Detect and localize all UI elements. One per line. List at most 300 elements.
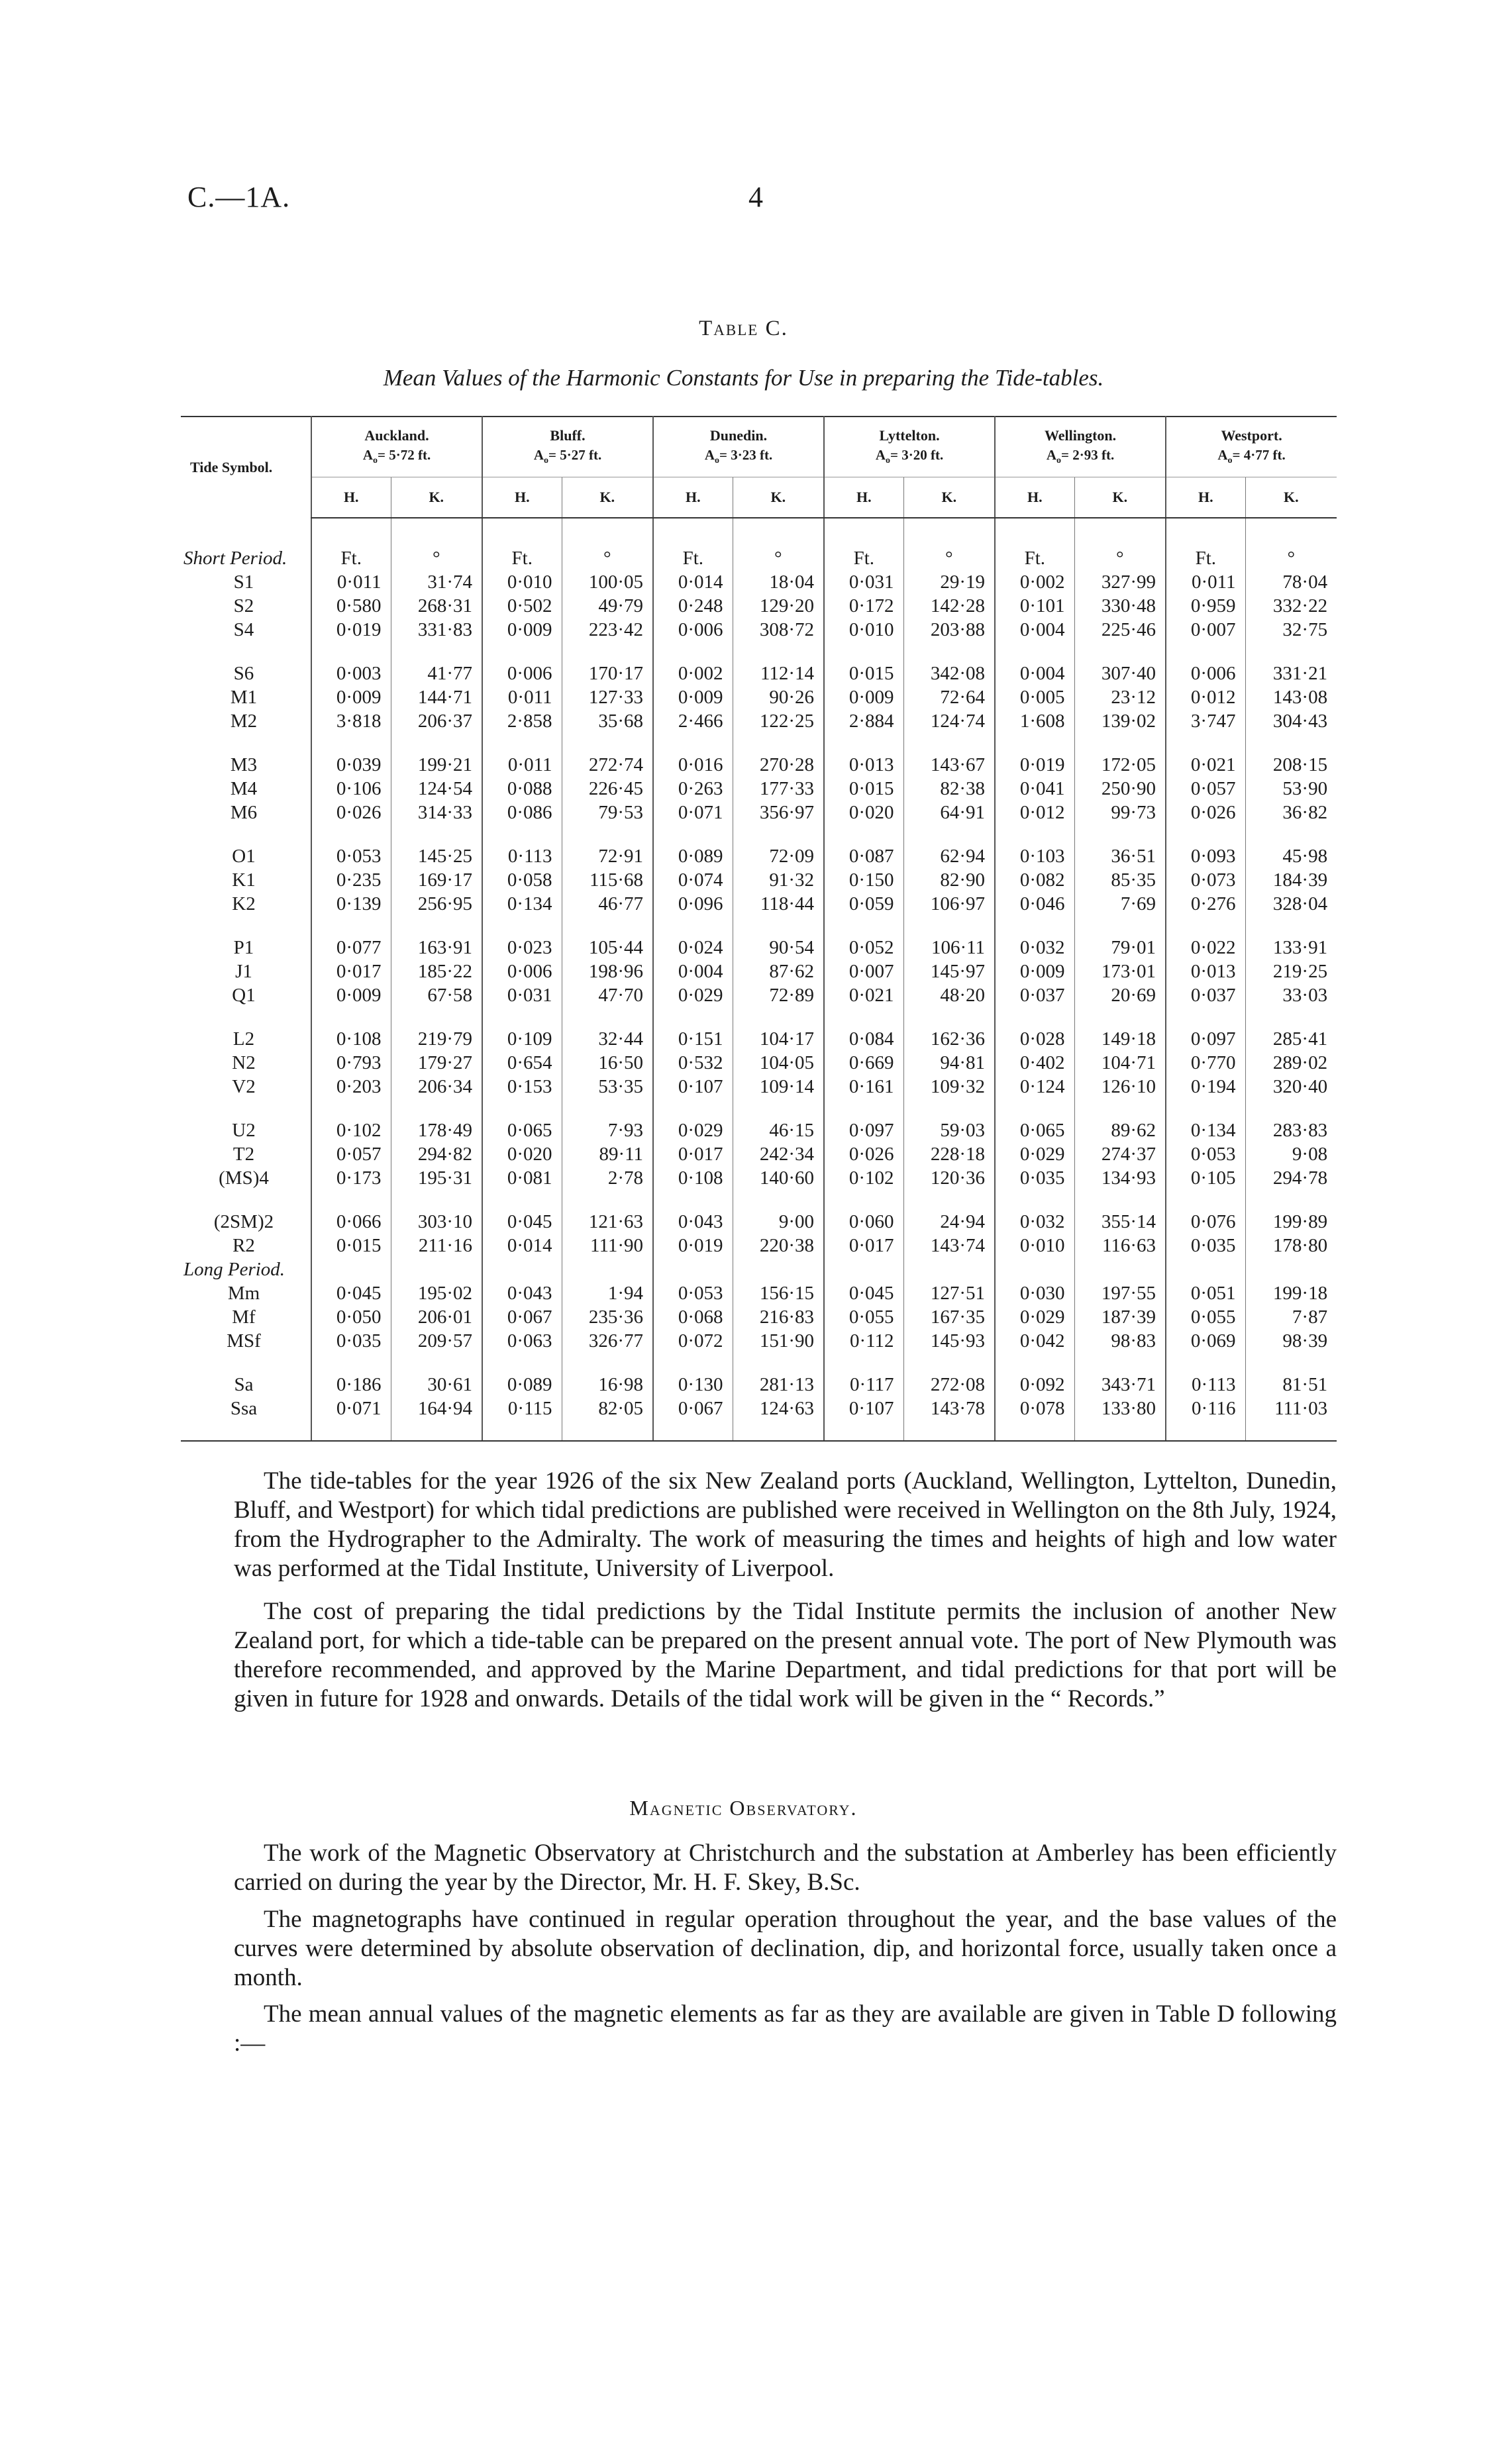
tide-symbol: P1 <box>233 937 254 958</box>
phase-cell: 45·98 <box>1245 844 1337 868</box>
amplitude-cell: 0·116 <box>1166 1397 1245 1420</box>
page-number: 4 <box>748 181 763 213</box>
phase-cell: 49·79 <box>562 594 653 618</box>
phase-cell: 106·11 <box>903 936 995 960</box>
amplitude-cell: 0·153 <box>482 1075 562 1099</box>
amplitude-cell: 0·011 <box>482 685 562 709</box>
station-name: Bluff. <box>550 427 586 444</box>
phase-cell: 178·49 <box>391 1118 482 1142</box>
tide-symbol: Mm <box>227 1283 260 1304</box>
amplitude-cell: 0·151 <box>653 1027 733 1051</box>
phase-cell: 145·93 <box>903 1329 995 1353</box>
phase-cell: 67·58 <box>391 983 482 1007</box>
tide-symbol: Mf <box>232 1306 256 1328</box>
phase-cell: 133·91 <box>1245 936 1337 960</box>
k-column-header: K. <box>1245 477 1337 518</box>
amplitude-cell: 0·011 <box>311 570 391 594</box>
table-row <box>181 618 1337 642</box>
station-header <box>653 417 824 477</box>
amplitude-cell: 0·065 <box>482 1118 562 1142</box>
amplitude-cell: 0·109 <box>482 1027 562 1051</box>
phase-cell: 122·25 <box>733 709 824 733</box>
station-name: Auckland. <box>364 427 429 444</box>
phase-cell: 145·25 <box>391 844 482 868</box>
amplitude-cell: 0·009 <box>482 618 562 642</box>
table-body <box>181 518 1337 1441</box>
phase-cell: 72·89 <box>733 983 824 1007</box>
paragraph-magnetographs: The magnetographs have continued in regular operation throughout the year, and the base values of the curves were determined by absolute observation of declination, dip, and horizontal force, usually taken once a month. <box>234 1906 1337 1991</box>
station-mean-level: $A_o= 2\cdot 93$ ft. <box>1046 447 1115 466</box>
table-row <box>181 983 1337 1007</box>
k-column-header: K. <box>733 477 824 518</box>
amplitude-cell: 0·103 <box>995 844 1074 868</box>
amplitude-cell: 0·203 <box>311 1075 391 1099</box>
amplitude-cell: 0·092 <box>995 1373 1074 1397</box>
amplitude-cell: 0·058 <box>482 868 562 892</box>
amplitude-cell: 0·015 <box>824 777 903 801</box>
amplitude-cell: 0·087 <box>824 844 903 868</box>
phase-cell: 184·39 <box>1245 868 1337 892</box>
station-header <box>482 417 653 477</box>
amplitude-cell: 0·071 <box>311 1397 391 1420</box>
amplitude-cell: 0·263 <box>653 777 733 801</box>
amplitude-cell: 0·057 <box>311 1142 391 1166</box>
tide-symbol: S1 <box>233 571 254 593</box>
phase-cell: 330·48 <box>1074 594 1166 618</box>
amplitude-cell: 0·051 <box>1166 1281 1245 1305</box>
phase-cell: 81·51 <box>1245 1373 1337 1397</box>
phase-cell: 326·77 <box>562 1329 653 1353</box>
section-heading-magnetic-observatory: Magnetic Observatory. <box>629 1796 858 1820</box>
amplitude-cell: 0·071 <box>653 801 733 824</box>
amplitude-cell: 0·053 <box>653 1281 733 1305</box>
amplitude-cell: 3·747 <box>1166 709 1245 733</box>
k-column-header: K. <box>1074 477 1166 518</box>
phase-cell: 18·04 <box>733 570 824 594</box>
phase-cell: 72·91 <box>562 844 653 868</box>
phase-cell: 1·94 <box>562 1281 653 1305</box>
amplitude-cell: 0·010 <box>995 1234 1074 1257</box>
amplitude-cell: 0·161 <box>824 1075 903 1099</box>
table-row <box>181 777 1337 801</box>
amplitude-cell: 0·019 <box>311 618 391 642</box>
tide-symbol: Q1 <box>232 985 256 1006</box>
phase-cell: 283·83 <box>1245 1118 1337 1142</box>
phase-cell: 98·39 <box>1245 1329 1337 1353</box>
amplitude-cell: 0·030 <box>995 1281 1074 1305</box>
phase-cell: 23·12 <box>1074 685 1166 709</box>
phase-cell: 225·46 <box>1074 618 1166 642</box>
phase-cell: 116·63 <box>1074 1234 1166 1257</box>
phase-cell: 172·05 <box>1074 753 1166 777</box>
phase-cell: 82·38 <box>903 777 995 801</box>
amplitude-cell: 0·020 <box>824 801 903 824</box>
phase-cell: 104·71 <box>1074 1051 1166 1075</box>
amplitude-cell: 0·017 <box>311 960 391 983</box>
table-row <box>181 1281 1337 1305</box>
tide-symbol: U2 <box>232 1120 256 1141</box>
phase-cell: 343·71 <box>1074 1373 1166 1397</box>
amplitude-cell: 0·032 <box>995 1210 1074 1234</box>
phase-cell: 24·94 <box>903 1210 995 1234</box>
amplitude-cell: 0·013 <box>824 753 903 777</box>
amplitude-cell: 0·076 <box>1166 1210 1245 1234</box>
unit-feet: Ft. <box>482 546 562 570</box>
table-row <box>181 1234 1337 1257</box>
amplitude-cell: 0·055 <box>824 1305 903 1329</box>
amplitude-cell: 0·063 <box>482 1329 562 1353</box>
amplitude-cell: 0·023 <box>482 936 562 960</box>
amplitude-cell: 0·007 <box>824 960 903 983</box>
amplitude-cell: 0·010 <box>482 570 562 594</box>
phase-cell: 85·35 <box>1074 868 1166 892</box>
phase-cell: 185·22 <box>391 960 482 983</box>
tide-symbol: M1 <box>230 687 258 708</box>
station-mean-level: $A_o= 5\cdot 72$ ft. <box>362 447 431 466</box>
amplitude-cell: 0·046 <box>995 892 1074 916</box>
amplitude-cell: 0·004 <box>995 618 1074 642</box>
amplitude-cell: 0·134 <box>1166 1118 1245 1142</box>
amplitude-cell: 0·053 <box>1166 1142 1245 1166</box>
amplitude-cell: 0·029 <box>995 1142 1074 1166</box>
amplitude-cell: 0·017 <box>653 1142 733 1166</box>
table-row <box>181 1051 1337 1075</box>
amplitude-cell: 0·014 <box>482 1234 562 1257</box>
phase-cell: 169·17 <box>391 868 482 892</box>
spacer-row <box>181 642 1337 662</box>
amplitude-cell: 0·580 <box>311 594 391 618</box>
phase-cell: 111·03 <box>1245 1397 1337 1420</box>
phase-cell: 32·44 <box>562 1027 653 1051</box>
phase-cell: 143·08 <box>1245 685 1337 709</box>
phase-cell: 268·31 <box>391 594 482 618</box>
phase-cell: 328·04 <box>1245 892 1337 916</box>
station-name: Wellington. <box>1044 427 1117 444</box>
amplitude-cell: 0·107 <box>653 1075 733 1099</box>
phase-cell: 331·21 <box>1245 662 1337 685</box>
phase-cell: 91·32 <box>733 868 824 892</box>
amplitude-cell: 0·026 <box>311 801 391 824</box>
phase-cell: 270·28 <box>733 753 824 777</box>
paragraph-observatory-work: The work of the Magnetic Observatory at Christchurch and the substation at Amberley has been efficiently carried on during the year by the Director, Mr. H. F. Skey, B.Sc. <box>234 1840 1337 1896</box>
tide-symbol: M6 <box>230 802 258 823</box>
station-mean-level: $A_o= 4\cdot 77$ ft. <box>1217 447 1286 466</box>
amplitude-cell: 0·072 <box>653 1329 733 1353</box>
section-row <box>181 1257 1337 1281</box>
phase-cell: 82·90 <box>903 868 995 892</box>
amplitude-cell: 0·084 <box>824 1027 903 1051</box>
phase-cell: 199·89 <box>1245 1210 1337 1234</box>
amplitude-cell: 0·006 <box>482 662 562 685</box>
phase-cell: 30·61 <box>391 1373 482 1397</box>
station-mean-level: $A_o= 3\cdot 20$ ft. <box>875 447 944 466</box>
amplitude-cell: 0·039 <box>311 753 391 777</box>
phase-cell: 82·05 <box>562 1397 653 1420</box>
tide-symbol: L2 <box>232 1028 255 1050</box>
phase-cell: 140·60 <box>733 1166 824 1190</box>
harmonic-constants-table <box>181 416 1337 1442</box>
amplitude-cell: 0·654 <box>482 1051 562 1075</box>
amplitude-cell: 0·026 <box>1166 801 1245 824</box>
unit-degrees: ° <box>903 546 995 570</box>
amplitude-cell: 0·002 <box>653 662 733 685</box>
phase-cell: 355·14 <box>1074 1210 1166 1234</box>
phase-cell: 79·53 <box>562 801 653 824</box>
amplitude-cell: 0·017 <box>824 1234 903 1257</box>
paragraph-tide-tables: The tide-tables for the year 1926 of the six New Zealand ports (Auckland, Wellington, Lyttelton, Dunedin, Bluff, and Westport) for which tidal predictions are published were received in Wellington on the 8th July, 1924, from the Hydrographer to the Admiralty. The work of measuring the times and heights of high and low water was performed at the Tidal Institute, University of Liverpool. <box>234 1467 1337 1582</box>
unit-degrees: ° <box>733 546 824 570</box>
paragraph-new-port: The cost of preparing the tidal predictions by the Tidal Institute permits the inclusion of another New Zealand port, for which a tide-table can be prepared on the present annual vote. The port of New Plymouth was therefore recommended, and approved by the Marine Department, and tidal predictions for that port will be given in future for 1928 and onwards. Details of the tidal work will be given in the “ Records.” <box>234 1598 1337 1712</box>
h-column-header: H. <box>1166 477 1245 518</box>
phase-cell: 342·08 <box>903 662 995 685</box>
table-row <box>181 1027 1337 1051</box>
phase-cell: 78·04 <box>1245 570 1337 594</box>
phase-cell: 87·62 <box>733 960 824 983</box>
amplitude-cell: 0·112 <box>824 1329 903 1353</box>
amplitude-cell: 0·093 <box>1166 844 1245 868</box>
amplitude-cell: 0·532 <box>653 1051 733 1075</box>
phase-cell: 331·83 <box>391 618 482 642</box>
amplitude-cell: 2·858 <box>482 709 562 733</box>
unit-feet: Ft. <box>995 546 1074 570</box>
paragraph-mean-values: The mean annual values of the magnetic elements as far as they are available are given in Table D following :— <box>234 2000 1337 2057</box>
amplitude-cell: 0·086 <box>482 801 562 824</box>
phase-cell: 143·67 <box>903 753 995 777</box>
station-header <box>311 417 482 477</box>
station-header <box>824 417 995 477</box>
phase-cell: 156·15 <box>733 1281 824 1305</box>
phase-cell: 242·34 <box>733 1142 824 1166</box>
tide-symbol: S4 <box>233 619 254 640</box>
amplitude-cell: 0·009 <box>311 685 391 709</box>
amplitude-cell: 0·081 <box>482 1166 562 1190</box>
spacer-row <box>181 824 1337 844</box>
k-column-header: K. <box>391 477 482 518</box>
phase-cell: 198·96 <box>562 960 653 983</box>
phase-cell: 134·93 <box>1074 1166 1166 1190</box>
phase-cell: 118·44 <box>733 892 824 916</box>
tide-symbol: K2 <box>232 893 256 914</box>
spacer-row <box>181 1420 1337 1441</box>
h-column-header: H. <box>995 477 1074 518</box>
amplitude-cell: 0·173 <box>311 1166 391 1190</box>
amplitude-cell: 0·078 <box>995 1397 1074 1420</box>
station-name: Lyttelton. <box>879 427 940 444</box>
amplitude-cell: 0·029 <box>995 1305 1074 1329</box>
table-row <box>181 1373 1337 1397</box>
station-name: Westport. <box>1221 427 1282 444</box>
table-row <box>181 570 1337 594</box>
amplitude-cell: 0·041 <box>995 777 1074 801</box>
amplitude-cell: 0·015 <box>824 662 903 685</box>
phase-cell: 9·08 <box>1245 1142 1337 1166</box>
tide-symbol: K1 <box>232 869 256 891</box>
phase-cell: 32·75 <box>1245 618 1337 642</box>
phase-cell: 109·14 <box>733 1075 824 1099</box>
amplitude-cell: 0·077 <box>311 936 391 960</box>
amplitude-cell: 0·402 <box>995 1051 1074 1075</box>
phase-cell: 170·17 <box>562 662 653 685</box>
phase-cell: 294·82 <box>391 1142 482 1166</box>
amplitude-cell: 0·005 <box>995 685 1074 709</box>
amplitude-cell: 0·073 <box>1166 868 1245 892</box>
amplitude-cell: 0·053 <box>311 844 391 868</box>
tide-symbol: R2 <box>232 1235 255 1256</box>
table-row <box>181 1118 1337 1142</box>
amplitude-cell: 0·124 <box>995 1075 1074 1099</box>
station-mean-level: $A_o= 3\cdot 23$ ft. <box>704 447 773 466</box>
phase-cell: 203·88 <box>903 618 995 642</box>
phase-cell: 124·54 <box>391 777 482 801</box>
table-row <box>181 1305 1337 1329</box>
amplitude-cell: 0·032 <box>995 936 1074 960</box>
phase-cell: 89·11 <box>562 1142 653 1166</box>
tide-symbol: J1 <box>235 961 252 982</box>
phase-cell: 228·18 <box>903 1142 995 1166</box>
phase-cell: 145·97 <box>903 960 995 983</box>
amplitude-cell: 0·172 <box>824 594 903 618</box>
phase-cell: 20·69 <box>1074 983 1166 1007</box>
phase-cell: 62·94 <box>903 844 995 868</box>
amplitude-cell: 0·066 <box>311 1210 391 1234</box>
phase-cell: 195·31 <box>391 1166 482 1190</box>
phase-cell: 223·42 <box>562 618 653 642</box>
phase-cell: 178·80 <box>1245 1234 1337 1257</box>
phase-cell: 115·68 <box>562 868 653 892</box>
k-column-header: K. <box>903 477 995 518</box>
phase-cell: 164·94 <box>391 1397 482 1420</box>
table-row <box>181 594 1337 618</box>
phase-cell: 64·91 <box>903 801 995 824</box>
unit-feet: Ft. <box>653 546 733 570</box>
phase-cell: 206·37 <box>391 709 482 733</box>
amplitude-cell: 0·248 <box>653 594 733 618</box>
tide-symbol: V2 <box>232 1076 256 1097</box>
phase-cell: 79·01 <box>1074 936 1166 960</box>
amplitude-cell: 0·089 <box>482 1373 562 1397</box>
amplitude-cell: 0·134 <box>482 892 562 916</box>
amplitude-cell: 0·108 <box>311 1027 391 1051</box>
phase-cell: 46·77 <box>562 892 653 916</box>
phase-cell: 72·64 <box>903 685 995 709</box>
phase-cell: 294·78 <box>1245 1166 1337 1190</box>
phase-cell: 53·90 <box>1245 777 1337 801</box>
phase-cell: 90·26 <box>733 685 824 709</box>
phase-cell: 124·74 <box>903 709 995 733</box>
phase-cell: 111·90 <box>562 1234 653 1257</box>
phase-cell: 35·68 <box>562 709 653 733</box>
spacer-row <box>181 733 1337 753</box>
tide-symbol: M2 <box>230 711 258 732</box>
amplitude-cell: 0·074 <box>653 868 733 892</box>
amplitude-cell: 0·006 <box>482 960 562 983</box>
page-header <box>0 180 1487 220</box>
amplitude-cell: 0·096 <box>653 892 733 916</box>
amplitude-cell: 0·057 <box>1166 777 1245 801</box>
phase-cell: 90·54 <box>733 936 824 960</box>
phase-cell: 33·03 <box>1245 983 1337 1007</box>
phase-cell: 151·90 <box>733 1329 824 1353</box>
phase-cell: 149·18 <box>1074 1027 1166 1051</box>
amplitude-cell: 0·067 <box>482 1305 562 1329</box>
tide-symbol: Ssa <box>230 1398 258 1419</box>
phase-cell: 307·40 <box>1074 662 1166 685</box>
phase-cell: 100·05 <box>562 570 653 594</box>
amplitude-cell: 0·089 <box>653 844 733 868</box>
tide-symbol: M4 <box>230 778 258 799</box>
amplitude-cell: 0·235 <box>311 868 391 892</box>
tide-symbol: (2SM)2 <box>213 1211 274 1232</box>
phase-cell: 133·80 <box>1074 1397 1166 1420</box>
amplitude-cell: 2·884 <box>824 709 903 733</box>
phase-cell: 187·39 <box>1074 1305 1166 1329</box>
h-column-header: H. <box>482 477 562 518</box>
amplitude-cell: 0·021 <box>1166 753 1245 777</box>
phase-cell: 16·98 <box>562 1373 653 1397</box>
table-row <box>181 709 1337 733</box>
station-header <box>1166 417 1337 477</box>
tide-symbol: S2 <box>233 595 254 616</box>
amplitude-cell: 0·026 <box>824 1142 903 1166</box>
amplitude-cell: 0·006 <box>653 618 733 642</box>
spacer-row <box>181 1353 1337 1373</box>
phase-cell: 112·14 <box>733 662 824 685</box>
table-row <box>181 1210 1337 1234</box>
phase-cell: 250·90 <box>1074 777 1166 801</box>
phase-cell: 9·00 <box>733 1210 824 1234</box>
tide-symbol: O1 <box>232 846 256 867</box>
phase-cell: 94·81 <box>903 1051 995 1075</box>
table-row <box>181 892 1337 916</box>
amplitude-cell: 0·013 <box>1166 960 1245 983</box>
amplitude-cell: 1·608 <box>995 709 1074 733</box>
amplitude-cell: 0·014 <box>653 570 733 594</box>
phase-cell: 127·51 <box>903 1281 995 1305</box>
phase-cell: 144·71 <box>391 685 482 709</box>
amplitude-cell: 0·101 <box>995 594 1074 618</box>
table-row <box>181 1075 1337 1099</box>
phase-cell: 72·09 <box>733 844 824 868</box>
table-row <box>181 753 1337 777</box>
phase-cell: 209·57 <box>391 1329 482 1353</box>
spacer-row <box>181 518 1337 546</box>
phase-cell: 272·08 <box>903 1373 995 1397</box>
amplitude-cell: 0·102 <box>824 1166 903 1190</box>
amplitude-cell: 0·045 <box>311 1281 391 1305</box>
phase-cell: 314·33 <box>391 801 482 824</box>
amplitude-cell: 0·097 <box>1166 1027 1245 1051</box>
phase-cell: 199·18 <box>1245 1281 1337 1305</box>
phase-cell: 98·83 <box>1074 1329 1166 1353</box>
phase-cell: 47·70 <box>562 983 653 1007</box>
h-column-header: H. <box>653 477 733 518</box>
amplitude-cell: 0·130 <box>653 1373 733 1397</box>
tide-symbol: (MS)4 <box>219 1167 269 1189</box>
amplitude-cell: 0·015 <box>311 1234 391 1257</box>
phase-cell: 106·97 <box>903 892 995 916</box>
amplitude-cell: 0·037 <box>1166 983 1245 1007</box>
phase-cell: 59·03 <box>903 1118 995 1142</box>
amplitude-cell: 0·019 <box>995 753 1074 777</box>
amplitude-cell: 0·060 <box>824 1210 903 1234</box>
unit-degrees: ° <box>1074 546 1166 570</box>
phase-cell: 142·28 <box>903 594 995 618</box>
amplitude-cell: 0·068 <box>653 1305 733 1329</box>
amplitude-cell: 0·502 <box>482 594 562 618</box>
phase-cell: 320·40 <box>1245 1075 1337 1099</box>
phase-cell: 216·83 <box>733 1305 824 1329</box>
amplitude-cell: 0·276 <box>1166 892 1245 916</box>
